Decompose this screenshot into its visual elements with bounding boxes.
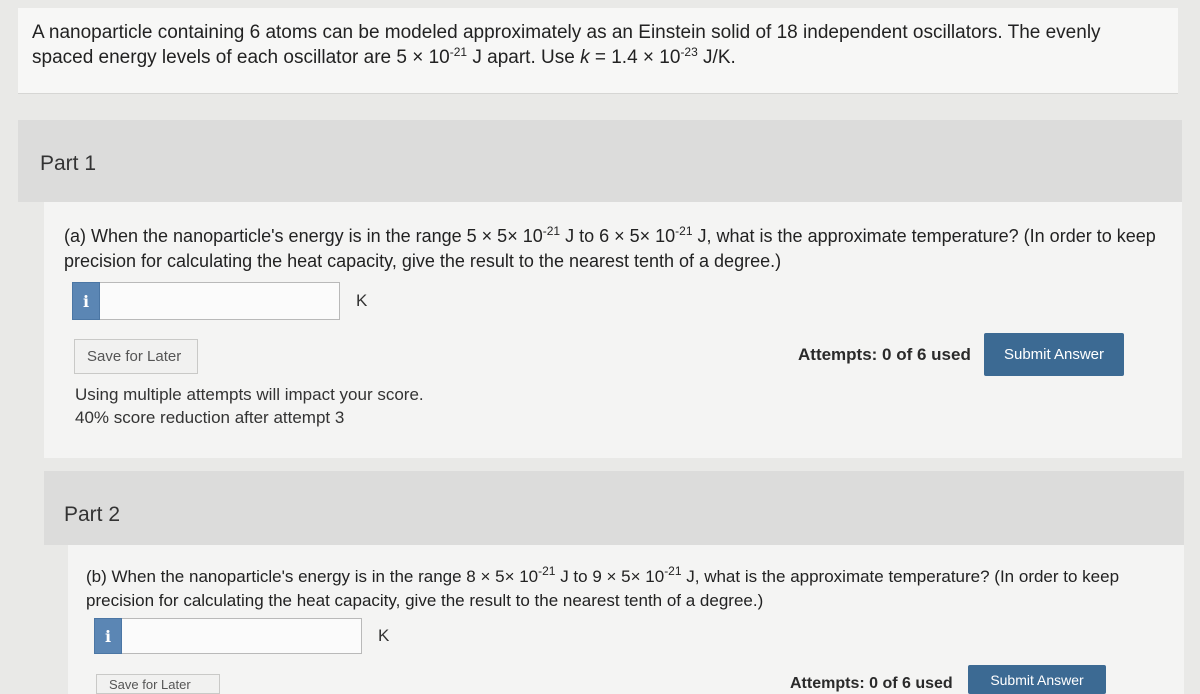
problem-statement: [18, 8, 1178, 94]
problem-exponent: -23: [680, 45, 698, 59]
question-text: (a) When the nanoparticle's energy is in the range 5 × 5× 10: [64, 226, 543, 246]
warning-line: Using multiple attempts will impact your score.: [75, 385, 424, 404]
question-text: J, what is the approximate temperature? (In order to keep precision for calculating the heat capacity, give the result to the nearest tenth of a degree.): [86, 567, 1120, 610]
part-1-attempt-warning: [75, 383, 424, 429]
question-text: J to 6 × 5× 10: [560, 226, 676, 246]
part-2-submit-answer-button[interactable]: Submit Answer: [968, 665, 1106, 694]
part-1-submit-answer-button[interactable]: Submit Answer: [984, 333, 1124, 376]
problem-text: A nanoparticle containing 6 atoms can be modeled approximately as an Einstein solid of 18 independent oscillators. The evenly spaced energy levels of each oscillator are 5 × 10: [32, 22, 1101, 68]
problem-text: = 1.4 × 10: [589, 47, 681, 68]
boltzmann-symbol: k: [580, 47, 590, 68]
question-text: J, what is the approximate temperature? (In order to keep precision for calculating the heat capacity, give the result to the nearest tenth of a degree.): [64, 226, 1156, 271]
question-exponent: -21: [675, 224, 693, 238]
part-2-question-text: [86, 565, 1166, 613]
part-2-label: Part 2: [64, 503, 121, 526]
part-1-header: [18, 120, 1182, 202]
question-exponent: -21: [538, 564, 556, 578]
part-2-attempts-counter: Attempts: 0 of 6 used: [790, 675, 953, 692]
problem-exponent: -21: [449, 45, 468, 59]
info-icon[interactable]: i: [94, 618, 122, 654]
problem-text: J/K.: [697, 47, 736, 68]
problem-text: J apart. Use: [467, 47, 581, 68]
part-2-unit-label: K: [378, 626, 390, 645]
warning-line: 40% score reduction after attempt 3: [75, 408, 345, 427]
question-exponent: -21: [542, 224, 561, 238]
part-1-save-for-later-button[interactable]: Save for Later: [74, 339, 198, 374]
info-icon[interactable]: i: [72, 282, 100, 320]
part-1-question-text: [64, 224, 1162, 274]
question-exponent: -21: [664, 564, 682, 578]
question-text: J to 9 × 5× 10: [555, 567, 665, 586]
part-2-answer-input[interactable]: [122, 618, 362, 654]
part-2-answer-row: [94, 618, 389, 654]
part-2-save-for-later-button[interactable]: Save for Later: [96, 674, 220, 694]
part-1-unit-label: K: [356, 291, 368, 310]
question-text: (b) When the nanoparticle's energy is in the range 8 × 5× 10: [86, 567, 539, 586]
part-1-answer-input[interactable]: [100, 282, 340, 320]
part-1-answer-row: [72, 282, 367, 320]
part-1-label: Part 1: [40, 152, 97, 175]
part-1-attempts-counter: Attempts: 0 of 6 used: [798, 345, 971, 364]
part-2-header: [44, 471, 1184, 545]
